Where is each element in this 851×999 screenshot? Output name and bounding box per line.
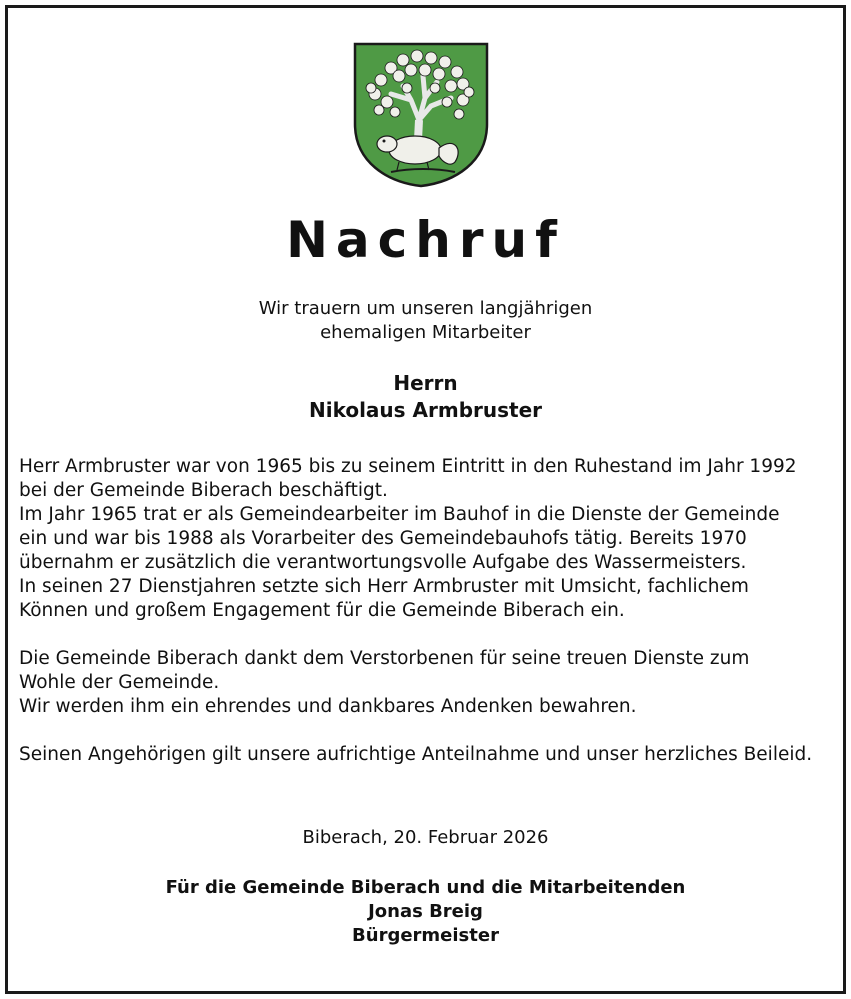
intro-line: Wir trauern um unseren langjährigen — [258, 298, 593, 319]
paragraph-condolence — [19, 743, 834, 767]
salutation: Herrn — [393, 371, 458, 395]
text-line: Im Jahr 1965 trat er als Gemeindearbeiter im Bauhof in die Dienste der Gemeinde — [19, 504, 780, 525]
notice-heading: Nachruf — [286, 211, 565, 269]
dateline: Biberach, 20. Februar 2026 — [302, 827, 549, 848]
signature-title: Bürgermeister — [352, 925, 499, 946]
paragraph-career — [19, 455, 834, 623]
deceased-name-block — [0, 370, 851, 424]
signature-org: Für die Gemeinde Biberach und die Mitarbeitenden — [165, 877, 686, 898]
intro-text — [0, 297, 851, 345]
text-line: bei der Gemeinde Biberach beschäftigt. — [19, 480, 388, 501]
text-line: In seinen 27 Dienstjahren setzte sich Herr Armbruster mit Umsicht, fachlichem — [19, 576, 749, 597]
signature-block — [0, 876, 851, 948]
text-line: Wohle der Gemeinde. — [19, 672, 220, 693]
text-line: Herr Armbruster war von 1965 bis zu seinem Eintritt in den Ruhestand im Jahr 1992 — [19, 456, 797, 477]
signature-person: Jonas Breig — [368, 901, 483, 922]
intro-line: ehemaligen Mitarbeiter — [320, 322, 531, 343]
notice-body — [19, 455, 834, 791]
paragraph-thanks — [19, 647, 834, 719]
text-line: Seinen Angehörigen gilt unsere aufrichtige Anteilnahme und unser herzliches Beileid. — [19, 744, 813, 765]
deceased-name: Nikolaus Armbruster — [308, 398, 543, 422]
text-line: Die Gemeinde Biberach dankt dem Verstorbenen für seine treuen Dienste zum — [19, 648, 750, 669]
text-line: übernahm er zusätzlich die verantwortungsvolle Aufgabe des Wassermeisters. — [19, 552, 747, 573]
text-line: ein und war bis 1988 als Vorarbeiter des Gemeindebauhofs tätig. Bereits 1970 — [19, 528, 747, 549]
coat-of-arms-icon — [351, 40, 491, 188]
text-line: Wir werden ihm ein ehrendes und dankbares Andenken bewahren. — [19, 696, 637, 717]
text-line: Können und großem Engagement für die Gemeinde Biberach ein. — [19, 600, 625, 621]
